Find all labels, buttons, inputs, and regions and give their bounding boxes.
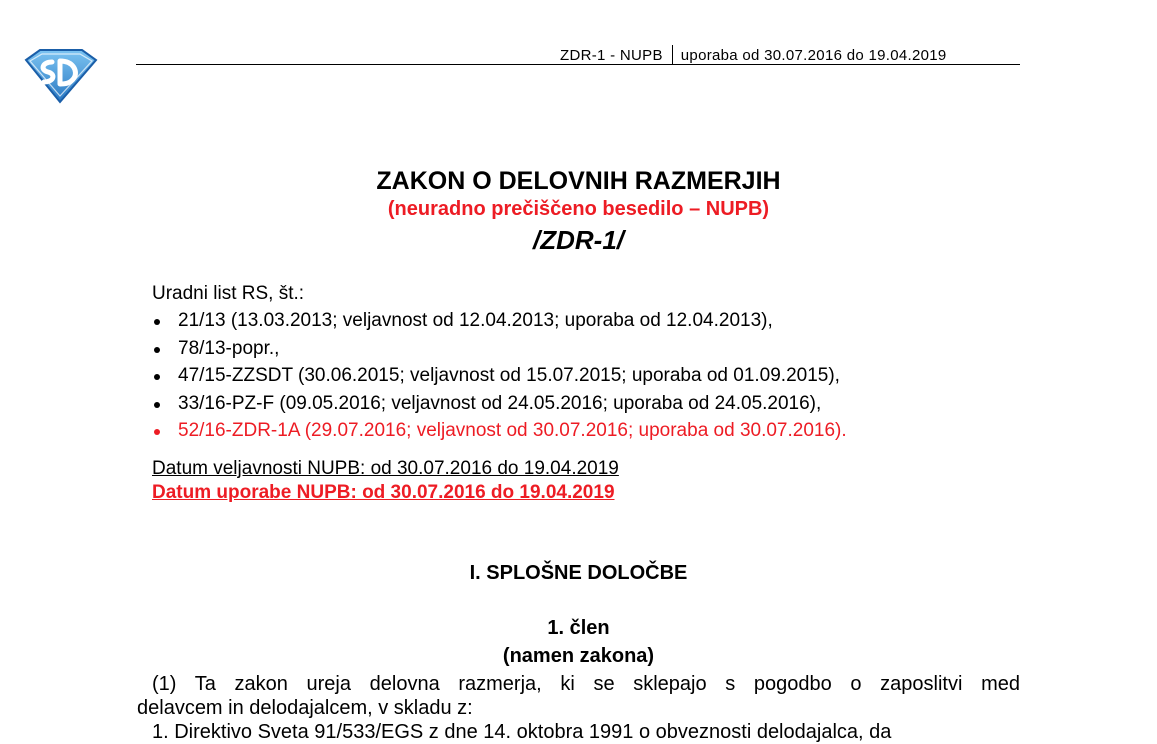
- application-date: Datum uporabe NUPB: od 30.07.2016 do 19.04.2019: [152, 482, 615, 503]
- header-separator: [672, 45, 673, 64]
- gazette-item-text: 78/13-popr.,: [178, 337, 280, 359]
- document-subtitle: (neuradno prečiščeno besedilo – NUPB): [387, 198, 770, 220]
- article-name: (namen zakona): [502, 645, 655, 667]
- document-title: ZAKON O DELOVNIH RAZMERJIH: [376, 167, 781, 195]
- gazette-item-text: 21/13 (13.03.2013; veljavnost od 12.04.2013; uporaba od 12.04.2013),: [178, 310, 773, 331]
- publisher-logo: [22, 44, 98, 104]
- bullet-icon: [154, 429, 160, 435]
- bullet-icon: [154, 347, 160, 353]
- gazette-list: [152, 310, 847, 448]
- bullet-icon: [154, 374, 160, 380]
- gazette-item-current: [152, 420, 847, 448]
- bullet-icon: [154, 319, 160, 325]
- page-header: [560, 45, 947, 64]
- gazette-item: [152, 338, 847, 366]
- gazette-item-text: 52/16-ZDR-1A (29.07.2016; veljavnost od 30.07.2016; uporaba od 30.07.2016).: [178, 420, 847, 441]
- paragraph-line: 1. Direktivo Sveta 91/533/EGS z dne 14. oktobra 1991 o obveznosti delodajalca, da: [152, 721, 892, 743]
- article-paragraph: [137, 672, 1020, 744]
- header-rule: [136, 64, 1020, 65]
- bullet-icon: [154, 402, 160, 408]
- gazette-item: [152, 365, 847, 393]
- gazette-item-text: 47/15-ZZSDT (30.06.2015; veljavnost od 15.07.2015; uporaba od 01.09.2015),: [178, 365, 840, 386]
- nupb-dates: [152, 458, 619, 506]
- gazette-item: [152, 393, 847, 421]
- gazette-item: [152, 310, 847, 338]
- article-number: 1. člen: [547, 617, 610, 639]
- gazette-references: [152, 283, 847, 448]
- paragraph-line: (1) Ta zakon ureja delovna razmerja, ki se sklepajo s pogodbo o zaposlitvi med: [152, 673, 1020, 695]
- paragraph-line: delavcem in delodajalcem, v skladu z:: [137, 697, 473, 719]
- header-validity: uporaba od 30.07.2016 do 19.04.2019: [680, 47, 947, 64]
- header-doc-code: ZDR-1 - NUPB: [560, 47, 663, 64]
- gazette-item-text: 33/16-PZ-F (09.05.2016; veljavnost od 24.05.2016; uporaba od 24.05.2016),: [178, 392, 822, 414]
- section-heading: I. SPLOŠNE DOLOČBE: [469, 562, 688, 584]
- document-abbreviation: /ZDR-1/: [533, 225, 624, 255]
- validity-date: Datum veljavnosti NUPB: od 30.07.2016 do 19.04.2019: [152, 458, 619, 479]
- gazette-label: Uradni list RS, št.:: [152, 283, 305, 304]
